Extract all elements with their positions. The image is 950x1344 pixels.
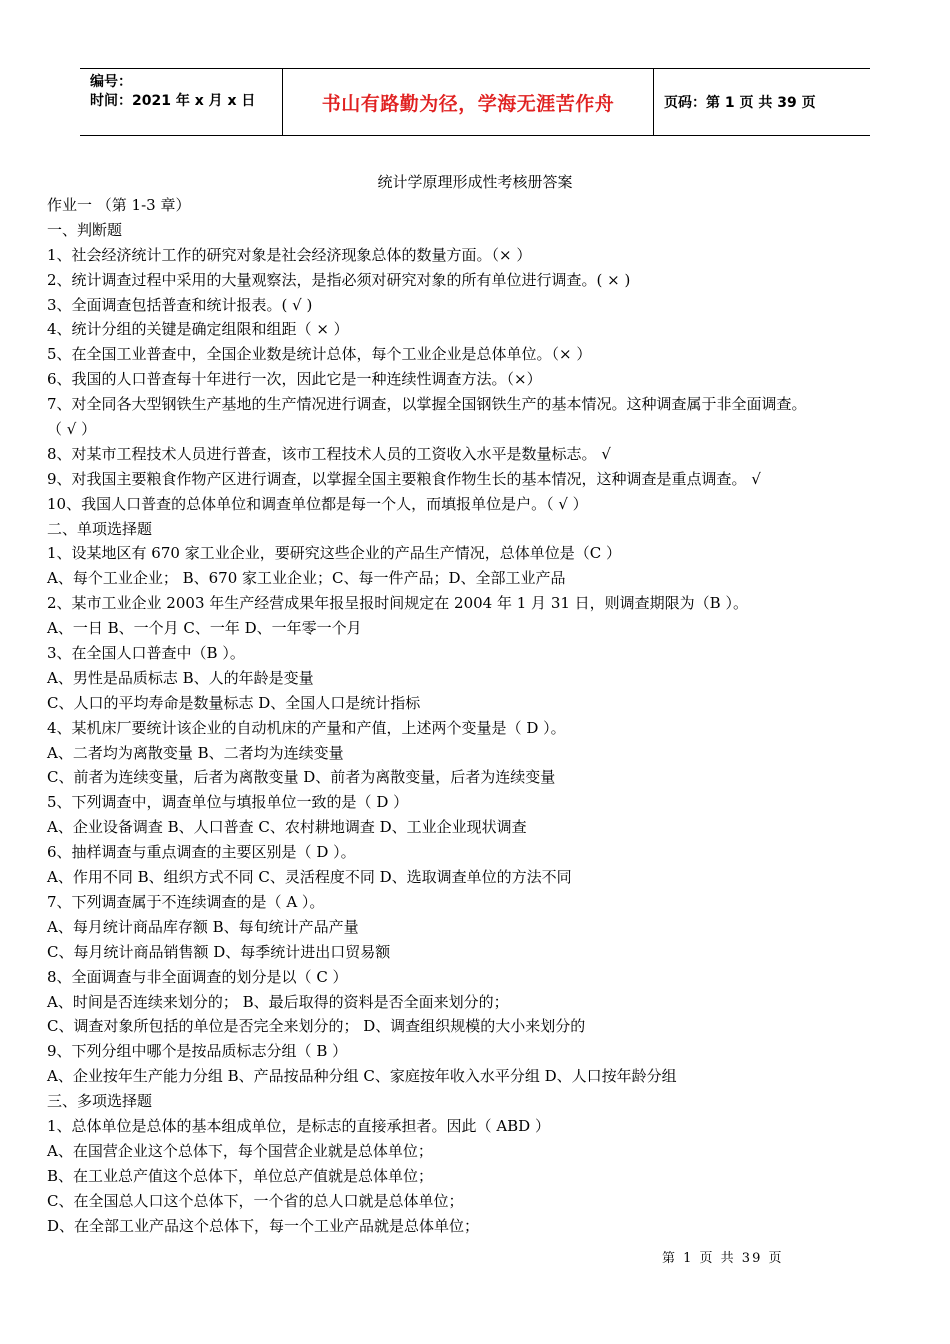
text-line: 2、统计调查过程中采用的大量观察法，是指必须对研究对象的所有单位进行调查。( × ) [47,270,631,289]
text-line: 一、判断题 [47,220,123,239]
text-line: A、作用不同 B、组织方式不同 C、灵活程度不同 D、选取调查单位的方法不同 [47,868,572,887]
text-line: 8、对某市工程技术人员进行普查，该市工程技术人员的工资收入水平是数量标志。 √ [47,444,611,463]
text-line: 4、某机床厂要统计该企业的自动机床的产量和产值，上述两个变量是（ D ）。 [47,718,566,737]
text-line: 4、统计分组的关键是确定组限和组距（ × ） [47,320,349,339]
page-info-cell [654,69,870,135]
text-line: A、男性是品质标志 B、人的年龄是变量 [47,668,314,687]
text-line: A、时间是否连续来划分的； B、最后取得的资料是否全面来划分的； [47,992,509,1011]
text-line: 3、全面调查包括普查和统计报表。( √ ) [47,295,313,314]
text-line: C、人口的平均寿命是数量标志 D、全国人口是统计指标 [47,693,421,712]
text-line: （ √ ） [47,420,97,439]
text-line: 2、某市工业企业 2003 年生产经营成果年报呈报时间规定在 2004 年 1 月 31 日，则调查期限为（B ）。 [47,594,748,613]
time-text: 时间：2021 年 x 月 x 日 [90,93,256,109]
text-line: 8、全面调查与非全面调查的划分是以（ C ） [47,967,348,986]
text-line: A、企业设备调查 B、人口普查 C、农村耕地调查 D、工业企业现状调查 [47,818,527,837]
text-line: B、在工业总产值这个总体下，单位总产值就是总体单位； [47,1166,434,1185]
text-line: 1、社会经济统计工作的研究对象是社会经济现象总体的数量方面。（× ） [47,245,532,264]
text-line: 9、对我国主要粮食作物产区进行调查，以掌握全国主要粮食作物生长的基本情况，这种调查是重点调查。 √ [47,469,761,488]
text-line: 6、我国的人口普查每十年进行一次，因此它是一种连续性调查方法。（×） [47,370,542,389]
text-line: C、每月统计商品销售额 D、每季统计进出口贸易额 [47,942,391,961]
text-line: 作业一 （第 1-3 章） [47,196,191,214]
text-line: C、前者为连续变量，后者为离散变量 D、前者为离散变量，后者为连续变量 [47,768,556,787]
motto-text: 书山有路勤为径，学海无涯苦作舟 [321,92,615,115]
text-line: D、在全部工业产品这个总体下，每一个工业产品就是总体单位； [47,1216,480,1235]
text-line: 1、总体单位是总体的基本组成单位，是标志的直接承担者。因此（ ABD ） [47,1116,550,1135]
text-line: 6、抽样调查与重点调查的主要区别是（ D ）。 [47,843,356,862]
text-line: 3、在全国人口普查中（B ）。 [47,644,245,663]
text-line: C、在全国总人口这个总体下，一个省的总人口就是总体单位； [47,1191,464,1210]
text-line: C、调查对象所包括的单位是否完全来划分的； D、调查组织规模的大小来划分的 [47,1017,586,1036]
number-label: 编号： [90,74,132,90]
header-table [80,68,870,136]
text-line: 二、单项选择题 [47,519,153,538]
text-line: A、企业按年生产能力分组 B、产品按品种分组 C、家庭按年收入水平分组 D、人口按年龄分组 [47,1067,677,1086]
text-line: A、在国营企业这个总体下，每个国营企业就是总体单位； [47,1141,433,1160]
text-line: 三、多项选择题 [47,1092,153,1111]
text-line: 7、对全同各大型钢铁生产基地的生产情况进行调查，以掌握全国钢铁生产的基本情况。这种调查属于非全面调查。 [47,395,807,414]
page-info-text: 页码：第 1 页 共 39 页 [664,95,816,111]
text-line: 10、我国人口普查的总体单位和调查单位都是每一个人，而填报单位是户。（ √ ） [47,494,588,513]
text-line: A、二者均为离散变量 B、二者均为连续变量 [47,743,344,762]
document-title: 统计学原理形成性考核册答案 [377,173,573,191]
motto-cell [282,69,654,135]
text-line: A、一日 B、一个月 C、一年 D、一年零一个月 [47,619,362,638]
text-line: 1、设某地区有 670 家工业企业，要研究这些企业的产品生产情况，总体单位是（C ） [47,544,621,563]
document-body [47,193,917,1238]
header-meta-cell [80,69,282,135]
page-footer: 第 1 页 共 39 页 [662,1251,784,1266]
text-line: 9、下列分组中哪个是按品质标志分组（ B ） [47,1042,348,1061]
text-line: 5、下列调查中，调查单位与填报单位一致的是（ D ） [47,793,409,812]
text-line: 7、下列调查属于不连续调查的是（ A ）。 [47,892,325,911]
text-line: A、每个工业企业； B、670 家工业企业；C、每一件产品；D、全部工业产品 [47,569,566,588]
text-line: A、每月统计商品库存额 B、每旬统计产品产量 [47,917,359,936]
text-line: 5、在全国工业普查中，全国企业数是统计总体，每个工业企业是总体单位。（× ） [47,345,592,364]
